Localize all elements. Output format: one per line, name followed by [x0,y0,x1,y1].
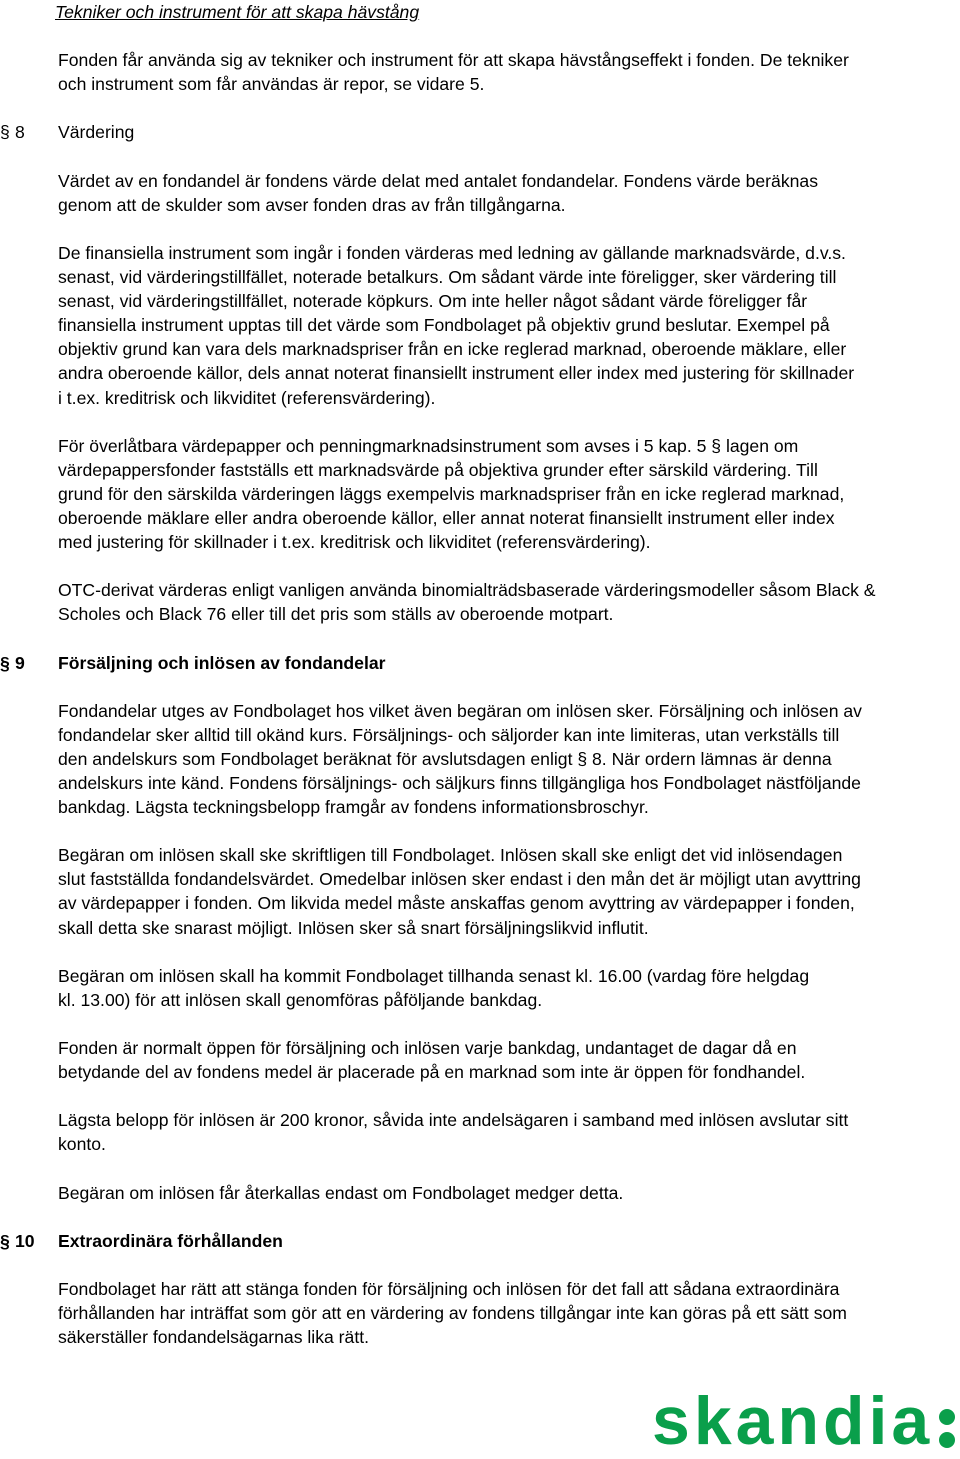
paragraph [58,699,960,819]
text-line: objektiv grund kan vara dels marknadspriser från en icke reglerad marknad, oberoende mäklare, eller [58,339,847,360]
section-title: Extraordinära förhållanden [58,1230,283,1251]
section-number: 8 [15,122,25,143]
text-line: Fonden får använda sig av tekniker och instrument för att skapa hävstångseffekt i fonden. De tekniker [58,50,849,71]
text-line: i t.ex. kreditrisk och likviditet (referensvärdering). [58,387,436,408]
text-line: fondandelar sker alltid till okänd kurs. Försäljnings- och säljorder kan inte limiteras, utan verkställs till [58,724,840,745]
paragraph [58,1277,960,1349]
skandia-logo [652,1383,958,1459]
text-line: De finansiella instrument som ingår i fonden värderas med ledning av gällande marknadsvärde, d.v.s. [58,242,846,263]
paragraph [58,1108,960,1156]
text-line: skall detta ske snarast möjligt. Inlösen sker så snart försäljningslikvid influtit. [58,917,649,938]
text-line: grund för den särskilda värderingen läggs exempelvis marknadspriser från en icke reglerad marknad, [58,483,845,504]
text-line: med justering för skillnader i t.ex. kreditrisk och likviditet (referensvärdering). [58,532,651,553]
section-heading [0,120,960,144]
text-line: Fondandelar utges av Fondbolaget hos vilket även begäran om inlösen sker. Försäljning och inlösen av [58,700,862,721]
text-line: värdepappersfonder fastställs ett marknadsvärde på objektiva grunder efter särskild värdering. Till [58,459,818,480]
text-line: Värdet av en fondandel är fondens värde delat med antalet fondandelar. Fondens värde beräknas [58,170,818,191]
text-line: andra oberoende källor, dels annat noterat finansiellt instrument eller index med justering för skillnader [58,363,855,384]
logo-wordmark: skandia [652,1383,934,1459]
text-line: Fondbolaget har rätt att stänga fonden för försäljning och inlösen för det fall att sådana extraordinära [58,1278,840,1299]
section-10 [0,1229,960,1349]
colon-dots-icon [939,1432,955,1448]
text-line: Fonden är normalt öppen för försäljning och inlösen varje bankdag, undantaget de dagar då en [58,1038,797,1059]
section-symbol: § [0,122,10,143]
paragraph [58,1036,960,1084]
text-line: andelskurs inte känd. Fondens försäljnings- och säljkurs finns tillgängliga hos Fondbolaget nästföljande [58,773,861,793]
text-line: kl. 13.00) för att inlösen skall genomföras påföljande bankdag. [58,989,543,1010]
text-line: genom att de skulder som avser fonden dras av från tillgångarna. [58,194,566,215]
text-line: För överlåtbara värdepapper och penningmarknadsinstrument som avses i 5 kap. 5 § lagen om [58,435,799,456]
paragraph [58,241,960,410]
text-line: och instrument som får användas är repor, se vidare 5. [58,74,485,95]
colon-dots-icon [939,1409,955,1425]
text-line: slut fastställda fondandelsvärdet. Omedelbar inlösen sker endast i den mån det är möjligt utan avyttring [58,869,861,890]
text-line: senast, vid värderingstillfället, noterade köpkurs. Om inte heller något sådant värde föreligger får [58,291,808,312]
subheading: Tekniker och instrument för att skapa hävstång [55,2,420,22]
text-line: finansiella instrument upptas till det värde som Fondbolaget på objektiv grund beslutar. Exempel på [58,315,830,336]
section-heading [0,651,960,675]
text-line: oberoende mäklare eller andra oberoende källor, eller annat noterat finansiellt instrument eller index [58,507,835,528]
text-line: bankdag. Lägsta teckningsbelopp framgår av fondens informationsbroschyr. [58,797,649,818]
text-line: av värdepapper i fonden. Om likvida medel måste anskaffas genom avyttring av värdepapper i fonden, [58,893,855,914]
section-symbol: § [0,652,10,673]
section-8 [0,120,960,626]
text-line: förhållanden har inträffat som gör att en värdering av fondens tillgångar inte kan göras på ett sätt som [58,1303,847,1324]
section-heading [0,1229,960,1253]
text-line: konto. [58,1134,106,1155]
paragraph [58,578,960,626]
section-title: Försäljning och inlösen av fondandelar [58,652,386,673]
text-line: Begäran om inlösen får återkallas endast om Fondbolaget medger detta. [58,1182,624,1203]
section-9 [0,651,960,1205]
section-symbol: § [0,1230,10,1251]
text-line: senast, vid värderingstillfället, noterade betalkurs. Om sådant värde inte föreligger, sker värdering till [58,267,837,288]
text-line: Scholes och Black 76 eller till det pris som ställs av oberoende motpart. [58,604,614,625]
text-line: Lägsta belopp för inlösen är 200 kronor, såvida inte andelsägaren i samband med inlösen avslutar sitt [58,1110,849,1131]
text-line: den andelskurs som Fondbolaget beräknat för avslutsdagen enligt § 8. När ordern lämnas är denna [58,748,832,769]
section-number: 10 [15,1230,35,1251]
text-line: säkerställer fondandelsägarnas lika rätt. [58,1327,369,1348]
paragraph [58,169,960,217]
section-number: 9 [15,652,25,673]
text-line: OTC-derivat värderas enligt vanligen använda binomialträdsbaserade värderingsmodeller såsom Black & [58,580,876,601]
text-line: betydande del av fondens medel är placerade på en marknad som inte är öppen för fondhandel. [58,1062,806,1083]
paragraph [58,1181,960,1205]
paragraph [58,843,960,939]
section-title: Värdering [58,122,135,143]
paragraph [58,964,960,1012]
text-line: Begäran om inlösen skall ske skriftligen till Fondbolaget. Inlösen skall ske enligt det vid inlösendagen [58,845,843,866]
paragraph [58,48,960,96]
text-line: Begäran om inlösen skall ha kommit Fondbolaget tillhanda senast kl. 16.00 (vardag före helgdag [58,965,810,986]
paragraph [58,434,960,554]
